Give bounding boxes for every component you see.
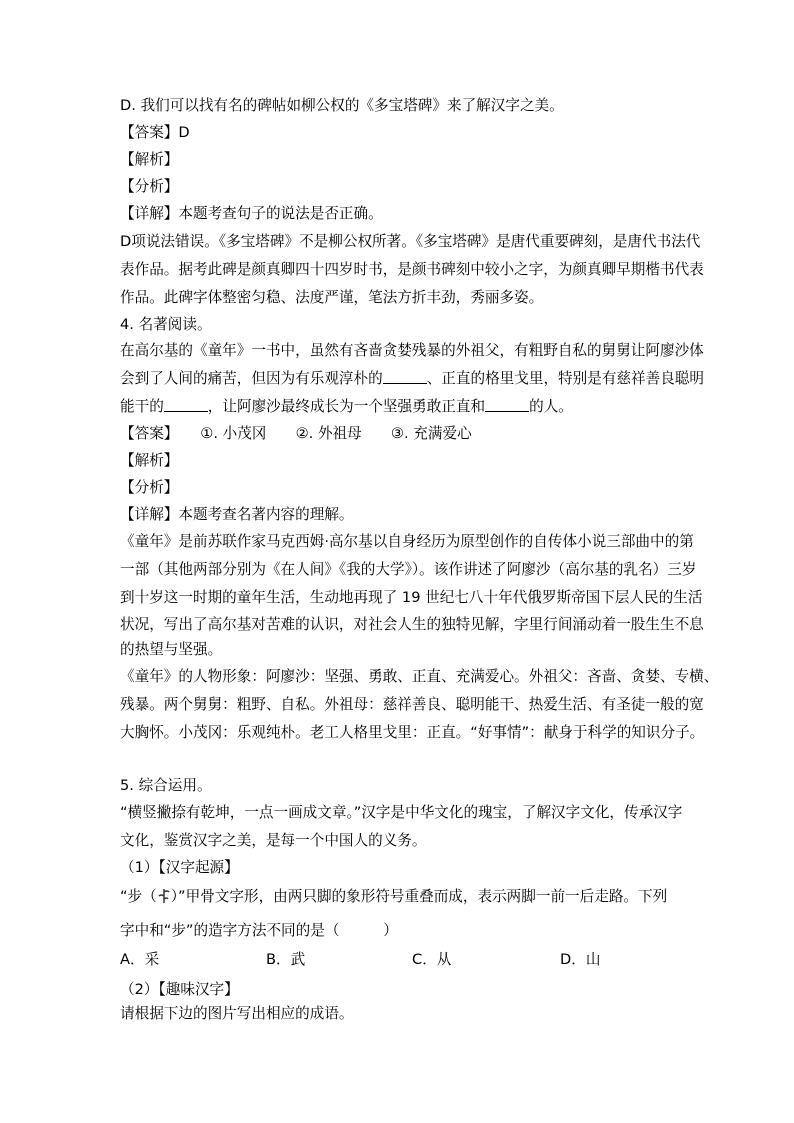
- paragraph-line: D项说法错误。《多宝塔碑》不是柳公权所著。《多宝塔碑》是唐代重要碑刻，是唐代书法代: [120, 233, 701, 250]
- paragraph-line: 在高尔基的《童年》一书中，虽然有吝啬贪婪残暴的外祖父，有粗野自私的舅舅让阿廖沙体: [120, 342, 704, 359]
- text-fragment: ，让阿廖沙最终成长为一个坚强勇敢正直和: [207, 398, 486, 415]
- text-fragment: 、正直的格里戈里，特别是有慈祥善良聪明: [426, 370, 704, 387]
- paragraph-line: 作品。此碑字体整密匀稳、法度严谨，笔法方折丰劲，秀丽多姿。: [120, 289, 544, 306]
- analysis-label: 【解析】: [120, 151, 179, 168]
- fill-blank: [485, 397, 529, 412]
- paragraph-line: [120, 397, 720, 417]
- fenxi-label: 【分析】: [120, 178, 179, 195]
- question-4-heading: 4. 名著阅读。: [120, 316, 212, 333]
- paragraph-line: 请根据下边的图片写出相应的成语。: [120, 1005, 354, 1022]
- fill-blank: [383, 369, 427, 384]
- paragraph-line: 残暴。两个舅舅：粗野、自私。外祖母：慈祥善良、聪明能干、热爱生活、有圣徒一般的宽: [120, 696, 704, 713]
- question-5-heading: 5. 综合运用。: [120, 777, 212, 794]
- option-b: B．武: [266, 951, 306, 968]
- paragraph-line: 表作品。据考此碑是颜真卿四十四岁时书，是颜书碑刻中较小之字，为颜真卿早期楷书代表: [120, 261, 704, 278]
- option-a: A．采: [120, 951, 160, 968]
- text-fragment: 能干的: [120, 398, 164, 415]
- detail-label: 【详解】本题考查句子的说法是否正确。: [120, 205, 383, 222]
- paragraph-line: [120, 887, 720, 907]
- paragraph-line: 到十岁这一时期的童年生活，生动地再现了 19 世纪七八十年代俄罗斯帝国下层人民的生活: [120, 589, 703, 606]
- subquestion-1-heading: （1）【汉字起源】: [120, 859, 239, 876]
- paragraph-line: 字中和“步”的造字方法不同的是（ ）: [120, 922, 398, 939]
- text-fragment: 会到了人间的痛苦，但因为有乐观淳朴的: [120, 370, 383, 387]
- option-d-text: D. 我们可以找有名的碑帖如柳公权的《多宝塔碑》来了解汉字之美。: [120, 97, 564, 114]
- paragraph-line: 《童年》是前苏联作家马克西姆·高尔基以自身经历为原型创作的自传体小说三部曲中的第: [120, 533, 694, 550]
- paragraph-line: 状况，写出了高尔基对苦难的认识，对社会人生的独特见解，字里行间涌动着一股生生不息: [120, 616, 704, 633]
- fenxi-label: 【分析】: [120, 479, 179, 496]
- paragraph-line: 的热望与坚强。: [120, 641, 223, 658]
- text-fragment: ）”甲骨文字形，由两只脚的象形符号重叠而成，表示两脚一前一后走路。下列: [170, 888, 668, 905]
- paragraph-line: 《童年》的人物形象：阿廖沙：坚强、勇敢、正直、充满爱心。外祖父：吝啬、贪婪、专横、: [120, 668, 719, 685]
- paragraph-line: [120, 369, 720, 389]
- analysis-label: 【解析】: [120, 452, 179, 469]
- option-c: C．从: [412, 951, 452, 968]
- oracle-bone-glyph-icon: [157, 887, 171, 905]
- option-d: D．山: [560, 951, 601, 968]
- paragraph-line: 一部（其他两部分别为《在人间》《我的大学》）。该作讲述了阿廖沙（高尔基的乳名）三岁: [120, 561, 697, 578]
- answer-label: 【答案】D: [120, 124, 190, 141]
- paragraph-line: “横竖撇捺有乾坤，一点一画成文章。”汉字是中华文化的瑰宝，了解汉字文化，传承汉字: [120, 804, 683, 821]
- text-fragment: “步（: [120, 888, 157, 905]
- text-fragment: 的人。: [529, 398, 573, 415]
- fill-blank: [164, 397, 208, 412]
- answer-line: 【答案】 ①. 小茂冈 ②. 外祖母 ③. 充满爱心: [120, 425, 472, 442]
- paragraph-line: 文化，鉴赏汉字之美，是每一个中国人的义务。: [120, 832, 427, 849]
- paragraph-line: 大胸怀。小茂冈：乐观纯朴。老工人格里戈里：正直。“好事情”：献身于科学的知识分子。: [120, 724, 705, 741]
- subquestion-2-heading: （2）【趣味汉字】: [120, 981, 239, 998]
- detail-label: 【详解】本题考查名著内容的理解。: [120, 506, 354, 523]
- options-row: [120, 950, 680, 970]
